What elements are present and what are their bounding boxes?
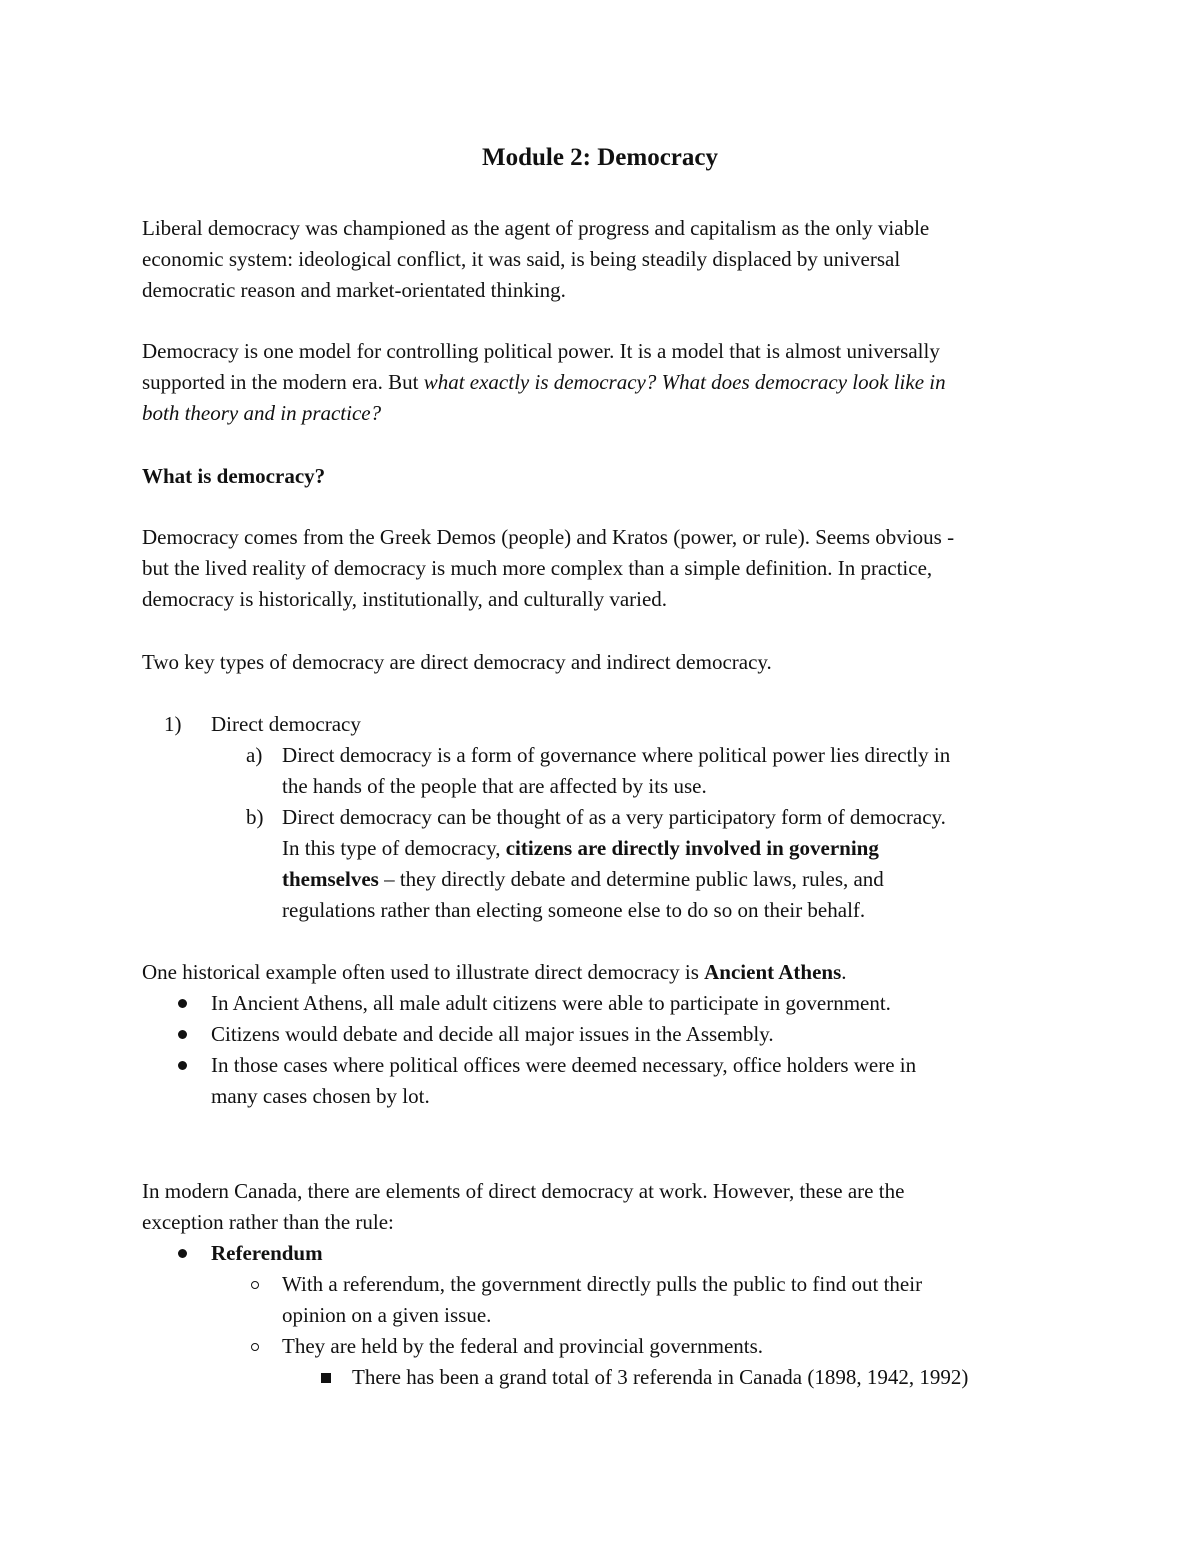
bullet-icon xyxy=(178,1249,187,1258)
text-line: economic system: ideological conflict, it was said, is being steadily displaced by universal xyxy=(142,247,901,271)
bullet-heading: Referendum xyxy=(211,1241,323,1265)
bullet-item xyxy=(164,1238,1064,1269)
text-line: In those cases where political offices were deemed necessary, office holders were in xyxy=(211,1053,917,1077)
italic-question: what exactly is democracy? What does democracy look like in xyxy=(423,370,946,394)
bullet-item xyxy=(164,988,1064,1019)
list-item xyxy=(164,709,1064,740)
list-item xyxy=(246,740,1066,802)
sub-sub-bullet-item xyxy=(316,1362,1076,1393)
text-line: democratic reason and market-orientated thinking. xyxy=(142,278,566,302)
bullet-item xyxy=(164,1050,1064,1112)
italic-question: both theory and in practice? xyxy=(142,401,382,425)
list-item-label: Direct democracy xyxy=(211,712,361,736)
bullet-icon xyxy=(178,999,187,1008)
bullet-text: Citizens would debate and decide all major issues in the Assembly. xyxy=(211,1022,774,1046)
text-span: supported in the modern era. But xyxy=(142,370,424,394)
text-span: . xyxy=(841,960,847,984)
list-item-text xyxy=(282,802,1062,926)
list-item-text xyxy=(282,740,1062,802)
bullet-text: They are held by the federal and provincial governments. xyxy=(282,1334,764,1358)
text-span: In this type of democracy, xyxy=(282,836,506,860)
bold-emphasis: citizens are directly involved in governing xyxy=(505,836,879,860)
bullet-text xyxy=(282,1269,1062,1331)
circle-bullet-icon xyxy=(251,1343,259,1351)
text-line: exception rather than the rule: xyxy=(142,1210,394,1234)
list-item xyxy=(246,802,1066,926)
text-line: regulations rather than electing someone else to do so on their behalf. xyxy=(282,898,866,922)
text-line: Direct democracy is a form of governance where political power lies directly in xyxy=(282,743,951,767)
sub-bullet-item xyxy=(246,1269,1066,1331)
intro-paragraph-2 xyxy=(142,336,1072,429)
text-line: Direct democracy can be thought of as a very participatory form of democracy. xyxy=(282,805,946,829)
text-line xyxy=(142,398,1072,429)
list-marker: b) xyxy=(246,805,264,829)
text-line: opinion on a given issue. xyxy=(282,1303,492,1327)
circle-bullet-icon xyxy=(251,1281,259,1289)
page-title: Module 2: Democracy xyxy=(481,144,719,171)
text-line: Liberal democracy was championed as the agent of progress and capitalism as the only viable xyxy=(142,216,930,240)
definition-paragraph xyxy=(142,522,1072,615)
text-line: many cases chosen by lot. xyxy=(211,1084,430,1108)
list-marker: 1) xyxy=(164,712,182,736)
sub-bullet-item xyxy=(246,1331,1066,1362)
bullet-item xyxy=(164,1019,1064,1050)
text-line xyxy=(142,367,1072,398)
bullet-icon xyxy=(178,1061,187,1070)
text-line xyxy=(282,864,1062,895)
square-bullet-icon xyxy=(321,1373,331,1383)
bold-emphasis: Ancient Athens xyxy=(704,960,842,984)
text-line: Democracy comes from the Greek Demos (people) and Kratos (power, or rule). Seems obvious - xyxy=(142,525,955,549)
list-marker: a) xyxy=(246,743,263,767)
section-heading: What is democracy? xyxy=(142,464,326,488)
text-span: One historical example often used to illustrate direct democracy is xyxy=(142,960,705,984)
bullet-text: In Ancient Athens, all male adult citizens were able to participate in government. xyxy=(211,991,891,1015)
athens-intro xyxy=(142,957,1072,988)
types-paragraph: Two key types of democracy are direct democracy and indirect democracy. xyxy=(142,650,772,674)
bullet-text xyxy=(211,1050,1061,1112)
bullet-icon xyxy=(178,1030,187,1039)
text-line xyxy=(282,833,1062,864)
bullet-text: There has been a grand total of 3 referenda in Canada (1898, 1942, 1992) xyxy=(352,1365,969,1389)
text-line: democracy is historically, institutionally, and culturally varied. xyxy=(142,587,668,611)
bold-emphasis: themselves xyxy=(282,867,379,891)
text-line: but the lived reality of democracy is much more complex than a simple definition. In practice, xyxy=(142,556,933,580)
text-line: With a referendum, the government directly pulls the public to find out their xyxy=(282,1272,923,1296)
text-line: the hands of the people that are affected by its use. xyxy=(282,774,707,798)
text-line: Democracy is one model for controlling political power. It is a model that is almost universally xyxy=(142,339,940,363)
canada-intro xyxy=(142,1176,1072,1238)
text-line: In modern Canada, there are elements of direct democracy at work. However, these are the xyxy=(142,1179,905,1203)
intro-paragraph-1 xyxy=(142,213,1072,306)
text-span: – they directly debate and determine public laws, rules, and xyxy=(378,867,884,891)
